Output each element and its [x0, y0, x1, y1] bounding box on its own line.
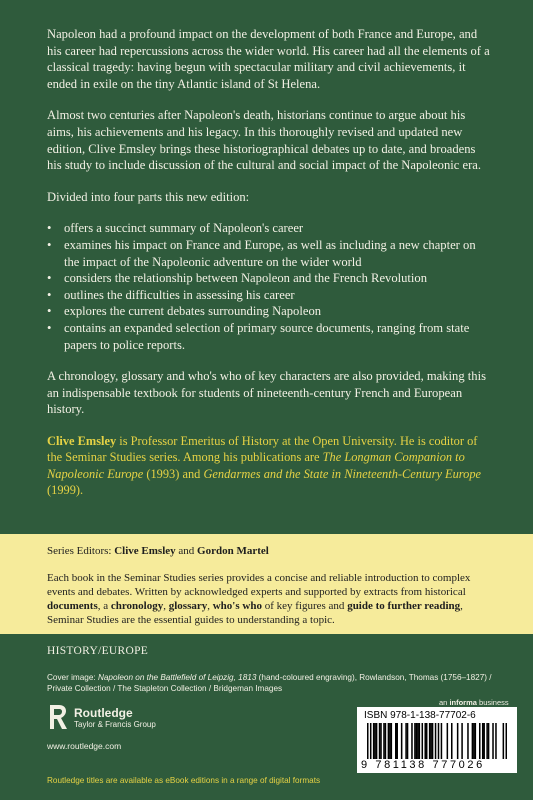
publisher-logo — [47, 699, 247, 739]
barcode-bar — [383, 723, 385, 759]
list-item: • contains an expanded selection of primary source documents, ranging from state papers to police reports. — [47, 320, 493, 353]
barcode-bar — [482, 723, 484, 759]
list-item: • considers the relationship between Napoleon and the French Revolution — [47, 270, 493, 287]
barcode-bar — [422, 723, 424, 759]
barcode-bar — [407, 723, 409, 759]
barcode-bar — [486, 723, 488, 759]
barcode-bar — [457, 723, 459, 759]
barcode-bar — [441, 723, 443, 759]
informa-tagline: an informa business — [439, 698, 509, 707]
barcode-bar — [419, 723, 421, 759]
barcode-panel — [357, 707, 517, 773]
barcode-bar — [432, 723, 434, 759]
barcode-bar — [495, 723, 497, 759]
barcode-bar — [492, 723, 494, 759]
series-info-box — [0, 534, 533, 634]
barcode-bar — [373, 723, 375, 759]
barcode-bar — [405, 723, 407, 759]
author-bio: Clive Emsley is Professor Emeritus of History at the Open University. He is coditor of the Seminar Studies series. Among his publications are The Longman Companion to Napoleonic Europe (1993) and Gendarmes and the State in Nineteenth-Century Europe (1999). — [47, 433, 482, 498]
publisher-name: Routledge — [74, 706, 133, 720]
barcode-bar — [374, 723, 376, 759]
subject-category: HISTORY/EUROPE — [47, 645, 149, 657]
barcode-bar — [488, 723, 490, 759]
barcode-bar — [401, 723, 403, 759]
series-description: Each book in the Seminar Studies series provides a concise and reliable introduction to complex events and debates. Written by acknowledged experts and supported by extracts from historical documents, a chronology, glossary, who's who of key figures and guide to further reading, Seminar Studies are the essential guides to understanding a topic. — [47, 572, 471, 626]
barcode-bar — [416, 723, 418, 759]
closing-paragraph: A chronology, glossary and who's who of key characters are also provided, making this an indispensable textbook for students of nineteenth-century French and European history. — [47, 369, 486, 417]
barcode-bar — [483, 723, 485, 759]
list-item: • offers a succinct summary of Napoleon's career — [47, 220, 493, 237]
barcode-bar — [475, 723, 477, 759]
barcode-bar — [367, 723, 369, 759]
back-cover-text — [47, 26, 493, 499]
publisher-website: www.routledge.com — [47, 741, 122, 751]
barcode-bar — [396, 723, 398, 759]
barcode-bar — [430, 723, 432, 759]
feature-list — [47, 220, 493, 353]
barcode-bar — [414, 723, 416, 759]
barcode-bar — [379, 723, 381, 759]
barcode-bar — [370, 723, 372, 759]
barcode-icon — [367, 723, 507, 759]
barcode-bar — [426, 723, 428, 759]
book-title: The Longman Companion to Napoleonic Europe — [47, 450, 465, 481]
barcode-bar — [391, 723, 393, 759]
barcode-bar — [473, 723, 475, 759]
barcode-bar — [417, 723, 419, 759]
list-item: • outlines the difficulties in assessing his career — [47, 287, 493, 304]
barcode-bar — [506, 723, 507, 759]
barcode-bar — [389, 723, 391, 759]
barcode-bar — [503, 723, 505, 759]
series-editors: Series Editors: Clive Emsley and Gordon Martel — [47, 545, 269, 557]
barcode-bar — [472, 723, 474, 759]
barcode-bar — [451, 723, 453, 759]
list-item: • examines his impact on France and Europe, as well as including a new chapter on the impact of the Napoleonic adventure on the wider world — [47, 237, 493, 270]
list-item: • explores the current debates surrounding Napoleon — [47, 303, 493, 320]
intro-paragraph-2: Almost two centuries after Napoleon's death, historians continue to argue about his aims, his achievements and his legacy. In this thoroughly revised and updated new edition, Clive Emsley brings these historiographical debates up to date, and broadens his study to include discussion of the cultural and social impact of the Napoleonic era. — [47, 108, 482, 173]
barcode-bar — [385, 723, 387, 759]
intro-paragraph-1: Napoleon had a profound impact on the development of both France and Europe, and his career had repercussions across the wider world. His career had all the elements of a classical tragedy: having begun with spectacular military and civil achievements, it ended in exile on the tiny Atlantic island of St Helena. — [47, 27, 490, 91]
barcode-bar — [438, 723, 440, 759]
barcode-number: 9 781138 777026 — [361, 759, 485, 771]
barcode-bar — [461, 723, 463, 759]
barcode-bar — [411, 723, 413, 759]
author-name: Clive Emsley — [47, 433, 117, 448]
publisher-group: Taylor & Francis Group — [74, 720, 156, 729]
barcode-bar — [447, 723, 449, 759]
barcode-bar — [467, 723, 469, 759]
book-title: Gendarmes and the State in Nineteenth-Century Europe — [203, 466, 482, 481]
intro-paragraph-3: Divided into four parts this new edition: — [47, 189, 250, 204]
barcode-bar — [479, 723, 481, 759]
cover-credit: Cover image: Napoleon on the Battlefield of Leipzig, 1813 (hand-coloured engraving), Rowlandson, Thomas (1756–1827) / Private Collection / The Stapleton Collection / Bridgeman Images — [47, 673, 492, 693]
barcode-bar — [424, 723, 426, 759]
barcode-bar — [435, 723, 437, 759]
barcode-bar — [376, 723, 378, 759]
routledge-r-icon — [47, 702, 69, 732]
barcode-bar — [388, 723, 390, 759]
barcode-bar — [380, 723, 382, 759]
barcode-bar — [395, 723, 397, 759]
barcode-bar — [429, 723, 431, 759]
isbn-label: ISBN 978-1-138-77702-6 — [364, 710, 476, 721]
ebook-note: Routledge titles are available as eBook editions in a range of digital formats — [47, 776, 321, 785]
